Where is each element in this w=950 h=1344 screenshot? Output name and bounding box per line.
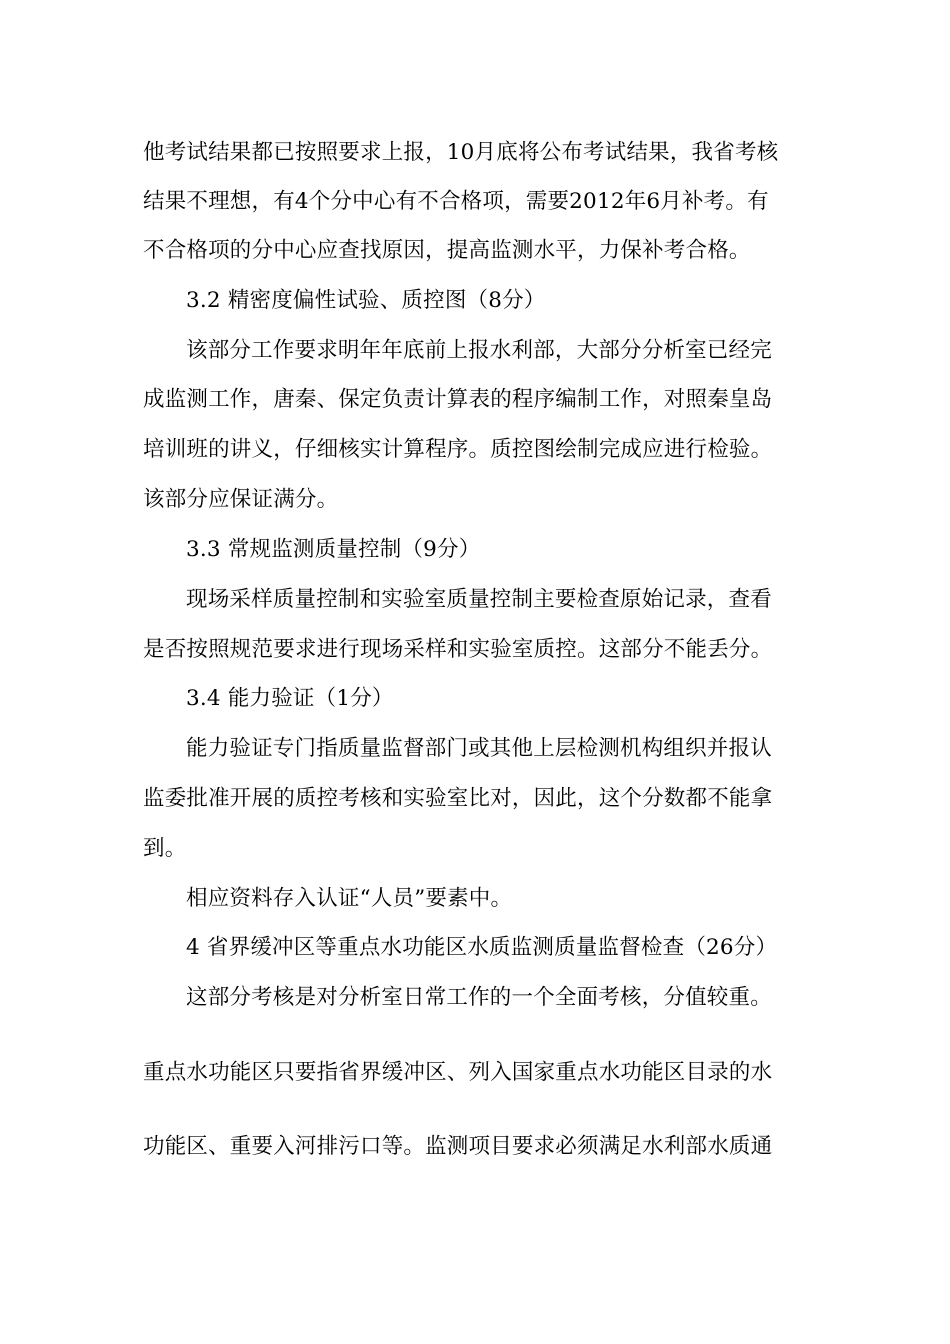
text-line-11: 是否按照规范要求进行现场采样和实验室质控。这部分不能丢分。 (143, 637, 773, 662)
text-line-15: 到。 (143, 836, 187, 861)
text-line-13: 能力验证专门指质量监督部门或其他上层检测机构组织并报认 (186, 736, 772, 761)
text-line-16: 相应资料存入认证“人员”要素中。 (186, 886, 513, 911)
text-line-18: 这部分考核是对分析室日常工作的一个全面考核，分值较重。 (186, 985, 772, 1010)
section-heading-3-3: 3.3 常规监测质量控制（9分） (186, 537, 481, 562)
section-heading-3-4: 3.4 能力验证（1分） (186, 686, 394, 711)
text-line-1: 他考试结果都已按照要求上报，10月底将公布考试结果，我省考核 (143, 140, 779, 165)
section-heading-4: 4 省界缓冲区等重点水功能区水质监测质量监督检查（26分） (186, 935, 778, 960)
text-line-5: 该部分工作要求明年年底前上报水利部，大部分分析室已经完 (186, 338, 772, 363)
text-line-8: 该部分应保证满分。 (143, 487, 339, 512)
text-line-3: 不合格项的分中心应查找原因，提高监测水平，力保补考合格。 (143, 238, 751, 263)
text-line-19: 重点水功能区只要指省界缓冲区、列入国家重点水功能区目录的水 (143, 1060, 773, 1085)
text-line-20: 功能区、重要入河排污口等。监测项目要求必须满足水利部水质通 (143, 1134, 773, 1159)
text-line-6: 成监测工作，唐秦、保定负责计算表的程序编制工作，对照秦皇岛 (143, 387, 773, 412)
text-line-2: 结果不理想，有4个分中心有不合格项，需要2012年6月补考。有 (143, 189, 769, 214)
text-line-10: 现场采样质量控制和实验室质量控制主要检查原始记录，查看 (186, 587, 772, 612)
text-line-14: 监委批准开展的质控考核和实验室比对，因此，这个分数都不能拿 (143, 786, 773, 811)
text-line-7: 培训班的讲义，仔细核实计算程序。质控图绘制完成应进行检验。 (143, 437, 773, 462)
section-heading-3-2: 3.2 精密度偏性试验、质控图（8分） (186, 288, 546, 313)
